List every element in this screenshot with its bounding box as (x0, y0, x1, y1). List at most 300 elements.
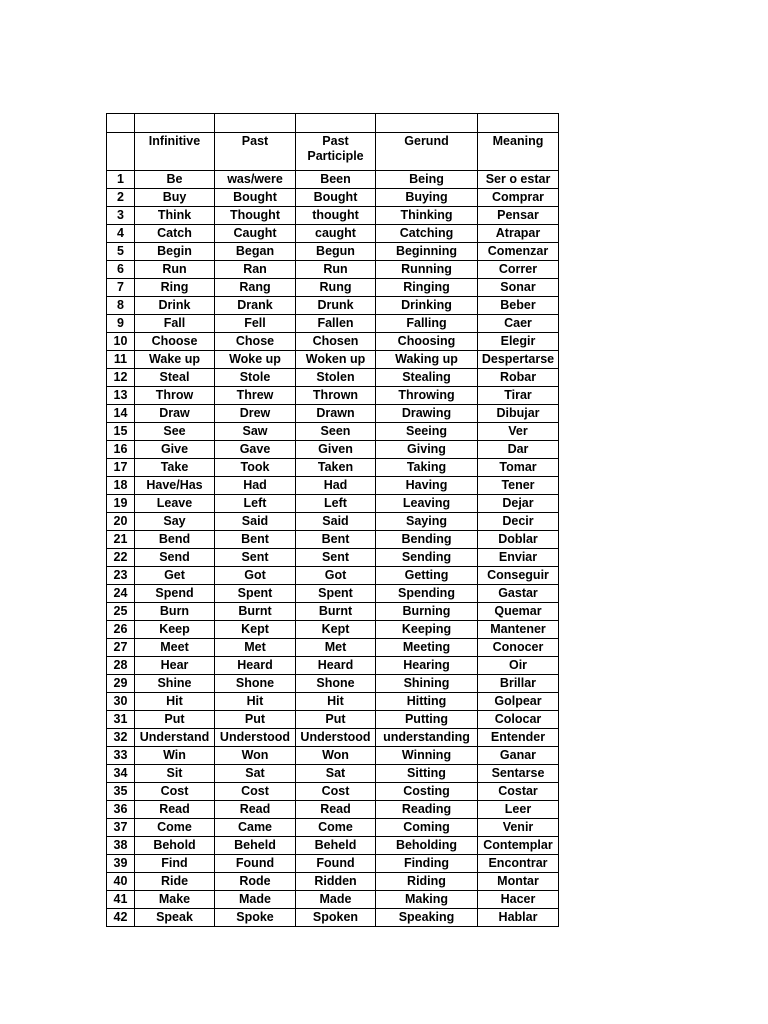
gerund-cell: Bending (376, 531, 478, 549)
past-participle-cell: Won (296, 747, 376, 765)
meaning-cell: Colocar (478, 711, 559, 729)
past-cell: Burnt (215, 603, 296, 621)
gerund-cell: Ringing (376, 279, 478, 297)
row-number: 17 (107, 459, 135, 477)
table-row (107, 639, 559, 657)
gerund-cell: Seeing (376, 423, 478, 441)
meaning-cell: Mantener (478, 621, 559, 639)
past-participle-cell: Stolen (296, 369, 376, 387)
table-row (107, 441, 559, 459)
meaning-cell: Leer (478, 801, 559, 819)
table-row (107, 531, 559, 549)
gerund-cell: Saying (376, 513, 478, 531)
row-number: 4 (107, 225, 135, 243)
meaning-cell: Entender (478, 729, 559, 747)
meaning-cell: Oir (478, 657, 559, 675)
infinitive-cell: Sit (135, 765, 215, 783)
table-row (107, 837, 559, 855)
infinitive-cell: Find (135, 855, 215, 873)
row-number: 34 (107, 765, 135, 783)
gerund-cell: Reading (376, 801, 478, 819)
gerund-cell: Giving (376, 441, 478, 459)
past-participle-cell: Understood (296, 729, 376, 747)
row-number: 11 (107, 351, 135, 369)
past-cell: Read (215, 801, 296, 819)
gerund-cell: Having (376, 477, 478, 495)
row-number: 33 (107, 747, 135, 765)
row-number: 20 (107, 513, 135, 531)
row-number: 24 (107, 585, 135, 603)
infinitive-cell: Drink (135, 297, 215, 315)
past-cell: Stole (215, 369, 296, 387)
past-cell: Spoke (215, 909, 296, 927)
gerund-cell: Beholding (376, 837, 478, 855)
past-cell: Put (215, 711, 296, 729)
past-participle-cell: Sent (296, 549, 376, 567)
table-row (107, 693, 559, 711)
past-participle-cell: Bought (296, 189, 376, 207)
infinitive-cell: Wake up (135, 351, 215, 369)
past-cell: Found (215, 855, 296, 873)
blank-cell (376, 114, 478, 133)
gerund-cell: Buying (376, 189, 478, 207)
past-cell: Hit (215, 693, 296, 711)
past-participle-cell: Thrown (296, 387, 376, 405)
meaning-cell: Tener (478, 477, 559, 495)
gerund-cell: Throwing (376, 387, 478, 405)
table-row (107, 567, 559, 585)
row-number: 19 (107, 495, 135, 513)
gerund-cell: Winning (376, 747, 478, 765)
meaning-cell: Dejar (478, 495, 559, 513)
gerund-cell: Making (376, 891, 478, 909)
meaning-cell: Pensar (478, 207, 559, 225)
infinitive-cell: Come (135, 819, 215, 837)
past-cell: Heard (215, 657, 296, 675)
table-row (107, 783, 559, 801)
row-number: 22 (107, 549, 135, 567)
blank-cell (215, 114, 296, 133)
past-cell: Began (215, 243, 296, 261)
meaning-cell: Montar (478, 873, 559, 891)
row-number: 14 (107, 405, 135, 423)
past-cell: Shone (215, 675, 296, 693)
infinitive-cell: Hear (135, 657, 215, 675)
past-cell: Met (215, 639, 296, 657)
table-row (107, 855, 559, 873)
infinitive-cell: Bend (135, 531, 215, 549)
infinitive-cell: See (135, 423, 215, 441)
row-number: 30 (107, 693, 135, 711)
row-number: 39 (107, 855, 135, 873)
infinitive-cell: Take (135, 459, 215, 477)
table-row (107, 729, 559, 747)
table-row (107, 297, 559, 315)
table-row (107, 279, 559, 297)
gerund-cell: Stealing (376, 369, 478, 387)
meaning-cell: Gastar (478, 585, 559, 603)
infinitive-cell: Burn (135, 603, 215, 621)
infinitive-cell: Spend (135, 585, 215, 603)
row-number: 13 (107, 387, 135, 405)
past-participle-cell: Made (296, 891, 376, 909)
meaning-cell: Quemar (478, 603, 559, 621)
gerund-cell: Finding (376, 855, 478, 873)
gerund-cell: Drinking (376, 297, 478, 315)
past-participle-cell: Been (296, 171, 376, 189)
meaning-cell: Hablar (478, 909, 559, 927)
past-cell: was/were (215, 171, 296, 189)
row-number: 21 (107, 531, 135, 549)
meaning-cell: Doblar (478, 531, 559, 549)
gerund-cell: Catching (376, 225, 478, 243)
meaning-cell: Beber (478, 297, 559, 315)
table-row (107, 225, 559, 243)
infinitive-cell: Behold (135, 837, 215, 855)
row-number: 38 (107, 837, 135, 855)
past-cell: Bought (215, 189, 296, 207)
row-number: 10 (107, 333, 135, 351)
meaning-cell: Correr (478, 261, 559, 279)
gerund-cell: Taking (376, 459, 478, 477)
row-number: 9 (107, 315, 135, 333)
table-row (107, 711, 559, 729)
past-cell: Left (215, 495, 296, 513)
row-number: 32 (107, 729, 135, 747)
row-number: 6 (107, 261, 135, 279)
blank-cell (296, 114, 376, 133)
past-participle-cell: thought (296, 207, 376, 225)
past-cell: Caught (215, 225, 296, 243)
irregular-verbs-table (106, 113, 559, 927)
table-row (107, 549, 559, 567)
past-cell: Thought (215, 207, 296, 225)
infinitive-cell: Have/Has (135, 477, 215, 495)
table-row (107, 459, 559, 477)
gerund-cell: Putting (376, 711, 478, 729)
past-participle-cell: Rung (296, 279, 376, 297)
row-number: 37 (107, 819, 135, 837)
meaning-cell: Enviar (478, 549, 559, 567)
table-row (107, 405, 559, 423)
row-number: 35 (107, 783, 135, 801)
past-participle-cell: Spoken (296, 909, 376, 927)
infinitive-cell: Steal (135, 369, 215, 387)
gerund-cell: Being (376, 171, 478, 189)
past-participle-cell: Met (296, 639, 376, 657)
infinitive-cell: Understand (135, 729, 215, 747)
gerund-cell: Burning (376, 603, 478, 621)
row-number: 23 (107, 567, 135, 585)
infinitive-cell: Buy (135, 189, 215, 207)
row-number: 31 (107, 711, 135, 729)
table-row (107, 819, 559, 837)
past-cell: Saw (215, 423, 296, 441)
table-row (107, 621, 559, 639)
past-cell: Sat (215, 765, 296, 783)
past-cell: Chose (215, 333, 296, 351)
past-participle-cell: Said (296, 513, 376, 531)
past-participle-cell: Kept (296, 621, 376, 639)
past-cell: Got (215, 567, 296, 585)
past-cell: Woke up (215, 351, 296, 369)
gerund-cell: Costing (376, 783, 478, 801)
gerund-cell: Hitting (376, 693, 478, 711)
infinitive-cell: Cost (135, 783, 215, 801)
row-number: 15 (107, 423, 135, 441)
past-participle-cell: Heard (296, 657, 376, 675)
past-participle-cell: Left (296, 495, 376, 513)
table-row (107, 243, 559, 261)
past-participle-cell: Seen (296, 423, 376, 441)
past-cell: Bent (215, 531, 296, 549)
blank-top-row (107, 114, 559, 133)
infinitive-cell: Fall (135, 315, 215, 333)
past-cell: Fell (215, 315, 296, 333)
past-participle-cell: caught (296, 225, 376, 243)
meaning-cell: Caer (478, 315, 559, 333)
meaning-cell: Sonar (478, 279, 559, 297)
table-row (107, 423, 559, 441)
past-participle-cell: Sat (296, 765, 376, 783)
row-number: 42 (107, 909, 135, 927)
meaning-cell: Hacer (478, 891, 559, 909)
meaning-cell: Decir (478, 513, 559, 531)
meaning-cell: Tomar (478, 459, 559, 477)
gerund-cell: Getting (376, 567, 478, 585)
past-participle-cell: Drawn (296, 405, 376, 423)
past-cell: Kept (215, 621, 296, 639)
infinitive-cell: Read (135, 801, 215, 819)
gerund-cell: Speaking (376, 909, 478, 927)
table-row (107, 189, 559, 207)
infinitive-cell: Ring (135, 279, 215, 297)
infinitive-cell: Say (135, 513, 215, 531)
past-participle-cell: Had (296, 477, 376, 495)
header-infinitive: Infinitive (135, 133, 215, 171)
row-number: 27 (107, 639, 135, 657)
meaning-cell: Ser o estar (478, 171, 559, 189)
gerund-cell: Choosing (376, 333, 478, 351)
infinitive-cell: Leave (135, 495, 215, 513)
past-participle-cell: Put (296, 711, 376, 729)
past-cell: Sent (215, 549, 296, 567)
gerund-cell: Running (376, 261, 478, 279)
past-participle-cell: Shone (296, 675, 376, 693)
meaning-cell: Conseguir (478, 567, 559, 585)
infinitive-cell: Throw (135, 387, 215, 405)
gerund-cell: Shining (376, 675, 478, 693)
gerund-cell: Sitting (376, 765, 478, 783)
infinitive-cell: Keep (135, 621, 215, 639)
past-participle-cell: Begun (296, 243, 376, 261)
gerund-cell: Drawing (376, 405, 478, 423)
meaning-cell: Comenzar (478, 243, 559, 261)
meaning-cell: Tirar (478, 387, 559, 405)
infinitive-cell: Put (135, 711, 215, 729)
row-number: 25 (107, 603, 135, 621)
table-row (107, 351, 559, 369)
past-cell: Had (215, 477, 296, 495)
past-cell: Took (215, 459, 296, 477)
gerund-cell: Keeping (376, 621, 478, 639)
header-number (107, 133, 135, 171)
gerund-cell: Coming (376, 819, 478, 837)
meaning-cell: Brillar (478, 675, 559, 693)
past-cell: Drew (215, 405, 296, 423)
gerund-cell: Leaving (376, 495, 478, 513)
header-past: Past (215, 133, 296, 171)
past-participle-cell: Cost (296, 783, 376, 801)
past-cell: Rang (215, 279, 296, 297)
table-row (107, 369, 559, 387)
past-cell: Rode (215, 873, 296, 891)
gerund-cell: understanding (376, 729, 478, 747)
meaning-cell: Sentarse (478, 765, 559, 783)
row-number: 18 (107, 477, 135, 495)
infinitive-cell: Make (135, 891, 215, 909)
header-past-participle: Past Participle (296, 133, 376, 171)
meaning-cell: Contemplar (478, 837, 559, 855)
past-cell: Said (215, 513, 296, 531)
meaning-cell: Elegir (478, 333, 559, 351)
row-number: 12 (107, 369, 135, 387)
past-cell: Came (215, 819, 296, 837)
row-number: 41 (107, 891, 135, 909)
blank-cell (107, 114, 135, 133)
table-row (107, 387, 559, 405)
row-number: 29 (107, 675, 135, 693)
row-number: 8 (107, 297, 135, 315)
infinitive-cell: Speak (135, 909, 215, 927)
past-cell: Beheld (215, 837, 296, 855)
table-body (107, 171, 559, 927)
table-row (107, 585, 559, 603)
past-participle-cell: Come (296, 819, 376, 837)
past-participle-cell: Beheld (296, 837, 376, 855)
table-row (107, 909, 559, 927)
table-header-row (107, 133, 559, 171)
past-participle-cell: Ridden (296, 873, 376, 891)
infinitive-cell: Begin (135, 243, 215, 261)
infinitive-cell: Think (135, 207, 215, 225)
infinitive-cell: Win (135, 747, 215, 765)
infinitive-cell: Shine (135, 675, 215, 693)
infinitive-cell: Draw (135, 405, 215, 423)
infinitive-cell: Choose (135, 333, 215, 351)
table-row (107, 315, 559, 333)
infinitive-cell: Run (135, 261, 215, 279)
past-participle-cell: Got (296, 567, 376, 585)
blank-cell (478, 114, 559, 133)
past-cell: Understood (215, 729, 296, 747)
meaning-cell: Despertarse (478, 351, 559, 369)
infinitive-cell: Hit (135, 693, 215, 711)
row-number: 3 (107, 207, 135, 225)
row-number: 5 (107, 243, 135, 261)
past-participle-cell: Taken (296, 459, 376, 477)
past-cell: Ran (215, 261, 296, 279)
header-gerund: Gerund (376, 133, 478, 171)
row-number: 1 (107, 171, 135, 189)
past-participle-cell: Run (296, 261, 376, 279)
past-cell: Spent (215, 585, 296, 603)
meaning-cell: Atrapar (478, 225, 559, 243)
gerund-cell: Thinking (376, 207, 478, 225)
table-row (107, 801, 559, 819)
row-number: 28 (107, 657, 135, 675)
table-row (107, 873, 559, 891)
past-participle-cell: Spent (296, 585, 376, 603)
infinitive-cell: Give (135, 441, 215, 459)
table-row (107, 513, 559, 531)
table-row (107, 171, 559, 189)
past-participle-cell: Burnt (296, 603, 376, 621)
meaning-cell: Comprar (478, 189, 559, 207)
gerund-cell: Waking up (376, 351, 478, 369)
meaning-cell: Robar (478, 369, 559, 387)
past-cell: Cost (215, 783, 296, 801)
meaning-cell: Costar (478, 783, 559, 801)
gerund-cell: Beginning (376, 243, 478, 261)
past-participle-cell: Woken up (296, 351, 376, 369)
table-row (107, 603, 559, 621)
infinitive-cell: Ride (135, 873, 215, 891)
gerund-cell: Falling (376, 315, 478, 333)
table-row (107, 477, 559, 495)
meaning-cell: Ganar (478, 747, 559, 765)
table-row (107, 657, 559, 675)
past-participle-cell: Read (296, 801, 376, 819)
infinitive-cell: Catch (135, 225, 215, 243)
past-participle-cell: Fallen (296, 315, 376, 333)
infinitive-cell: Send (135, 549, 215, 567)
past-cell: Won (215, 747, 296, 765)
meaning-cell: Dibujar (478, 405, 559, 423)
infinitive-cell: Get (135, 567, 215, 585)
table-row (107, 261, 559, 279)
past-participle-cell: Drunk (296, 297, 376, 315)
gerund-cell: Spending (376, 585, 478, 603)
meaning-cell: Encontrar (478, 855, 559, 873)
table-row (107, 747, 559, 765)
table-row (107, 333, 559, 351)
gerund-cell: Riding (376, 873, 478, 891)
past-cell: Threw (215, 387, 296, 405)
past-participle-cell: Given (296, 441, 376, 459)
gerund-cell: Sending (376, 549, 478, 567)
header-meaning: Meaning (478, 133, 559, 171)
row-number: 16 (107, 441, 135, 459)
row-number: 36 (107, 801, 135, 819)
past-participle-cell: Chosen (296, 333, 376, 351)
past-participle-cell: Bent (296, 531, 376, 549)
row-number: 40 (107, 873, 135, 891)
infinitive-cell: Be (135, 171, 215, 189)
past-cell: Made (215, 891, 296, 909)
row-number: 7 (107, 279, 135, 297)
past-participle-cell: Found (296, 855, 376, 873)
past-cell: Drank (215, 297, 296, 315)
infinitive-cell: Meet (135, 639, 215, 657)
past-participle-cell: Hit (296, 693, 376, 711)
table-row (107, 765, 559, 783)
table-row (107, 495, 559, 513)
meaning-cell: Ver (478, 423, 559, 441)
table-row (107, 675, 559, 693)
row-number: 26 (107, 621, 135, 639)
meaning-cell: Golpear (478, 693, 559, 711)
